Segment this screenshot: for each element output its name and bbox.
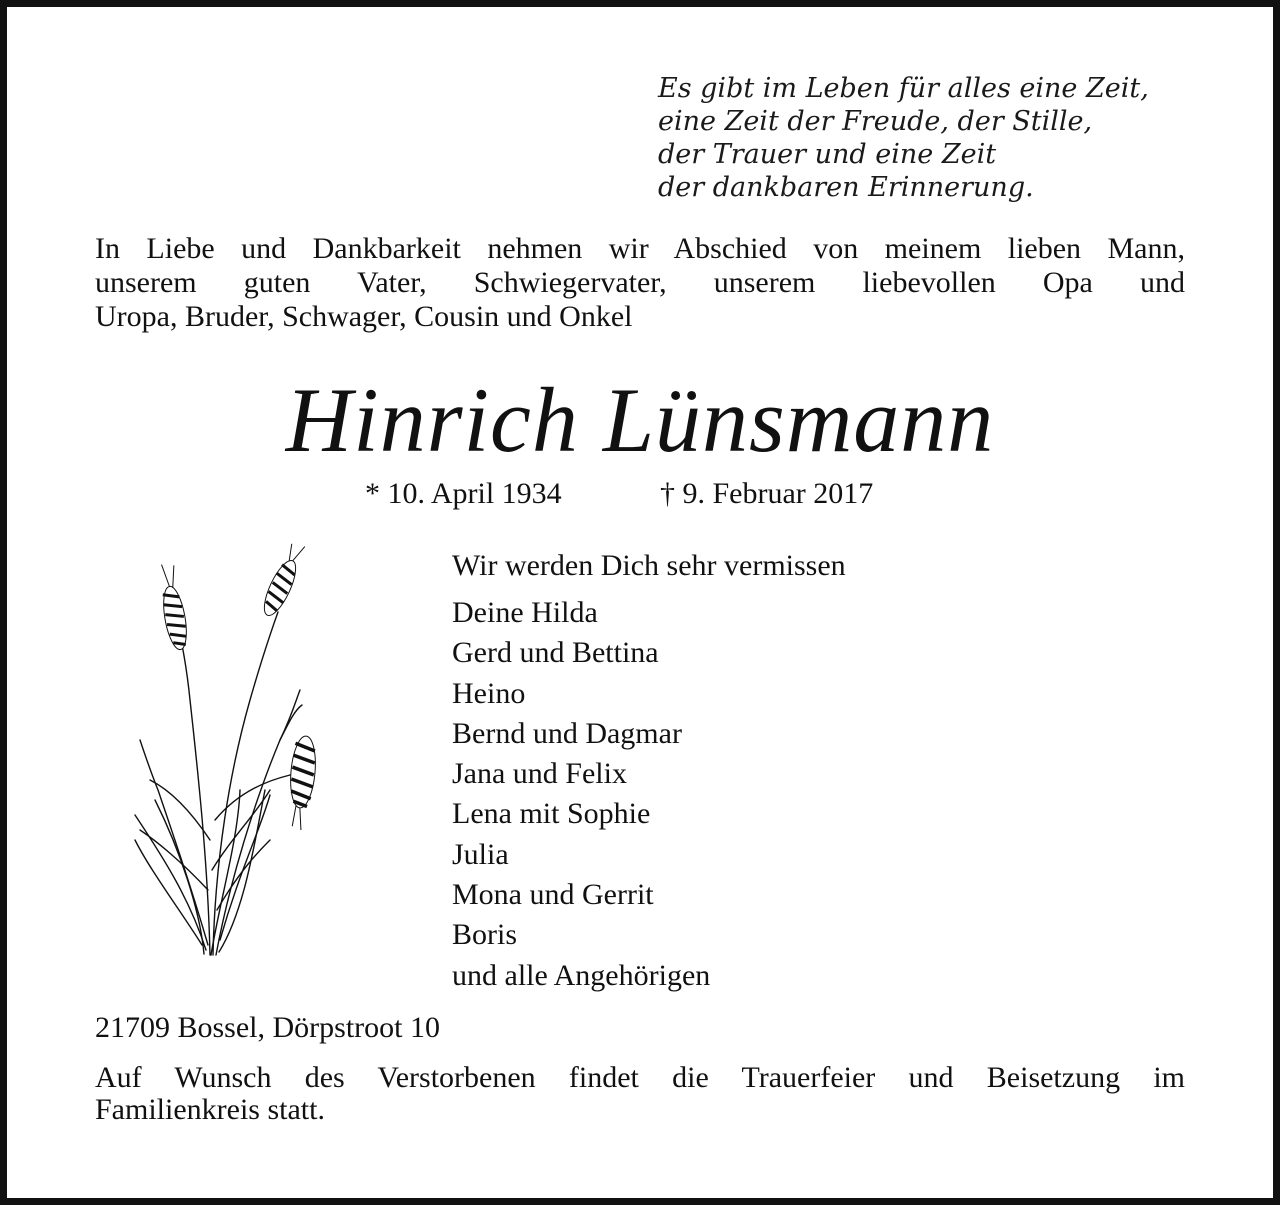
family-member: Mona und Gerrit [452,878,654,912]
quote-line: Es gibt im Leben für alles eine Zeit, [658,73,1149,104]
death-date: † 9. Februar 2017 [660,477,874,510]
intro-line: Uropa, Bruder, Schwager, Cousin und Onkel [95,300,633,333]
family-member: Jana und Felix [452,757,627,791]
family-signatures [452,546,1152,996]
quote-line: eine Zeit der Freude, der Stille, [658,106,1093,137]
birth-date: * 10. April 1934 [365,477,562,510]
miss-you-line: Wir werden Dich sehr vermissen [452,549,846,582]
family-member: Boris [452,918,518,952]
deceased-name: Hinrich Lünsmann [285,369,995,471]
address: 21709 Bossel, Dörpstroot 10 [95,1011,440,1044]
quote-line: der dankbaren Erinnerung. [658,172,1034,203]
family-member: und alle Angehörigen [452,958,711,992]
family-member: Gerd und Bettina [452,636,659,670]
quote-line: der Trauer und eine Zeit [658,139,997,170]
family-member: Bernd und Dagmar [452,716,682,750]
funeral-notice [95,1062,1185,1126]
family-member: Deine Hilda [452,596,598,629]
family-member: Julia [452,837,509,871]
family-member: Lena mit Sophie [452,797,651,831]
intro-line: unserem guten Vater, Schwiegervater, unserem liebevollen Opa und [95,266,1185,299]
intro-line: In Liebe und Dankbarkeit nehmen wir Abschied von meinem lieben Mann, [95,232,1185,265]
notice-line: Familienkreis statt. [95,1093,325,1126]
wheat-illustration-icon [120,540,340,960]
family-member: Heino [452,676,526,710]
intro-paragraph [95,232,1185,334]
notice-line: Auf Wunsch des Verstorbenen findet die Trauerfeier und Beisetzung im [95,1061,1185,1094]
opening-quote [658,72,1218,204]
